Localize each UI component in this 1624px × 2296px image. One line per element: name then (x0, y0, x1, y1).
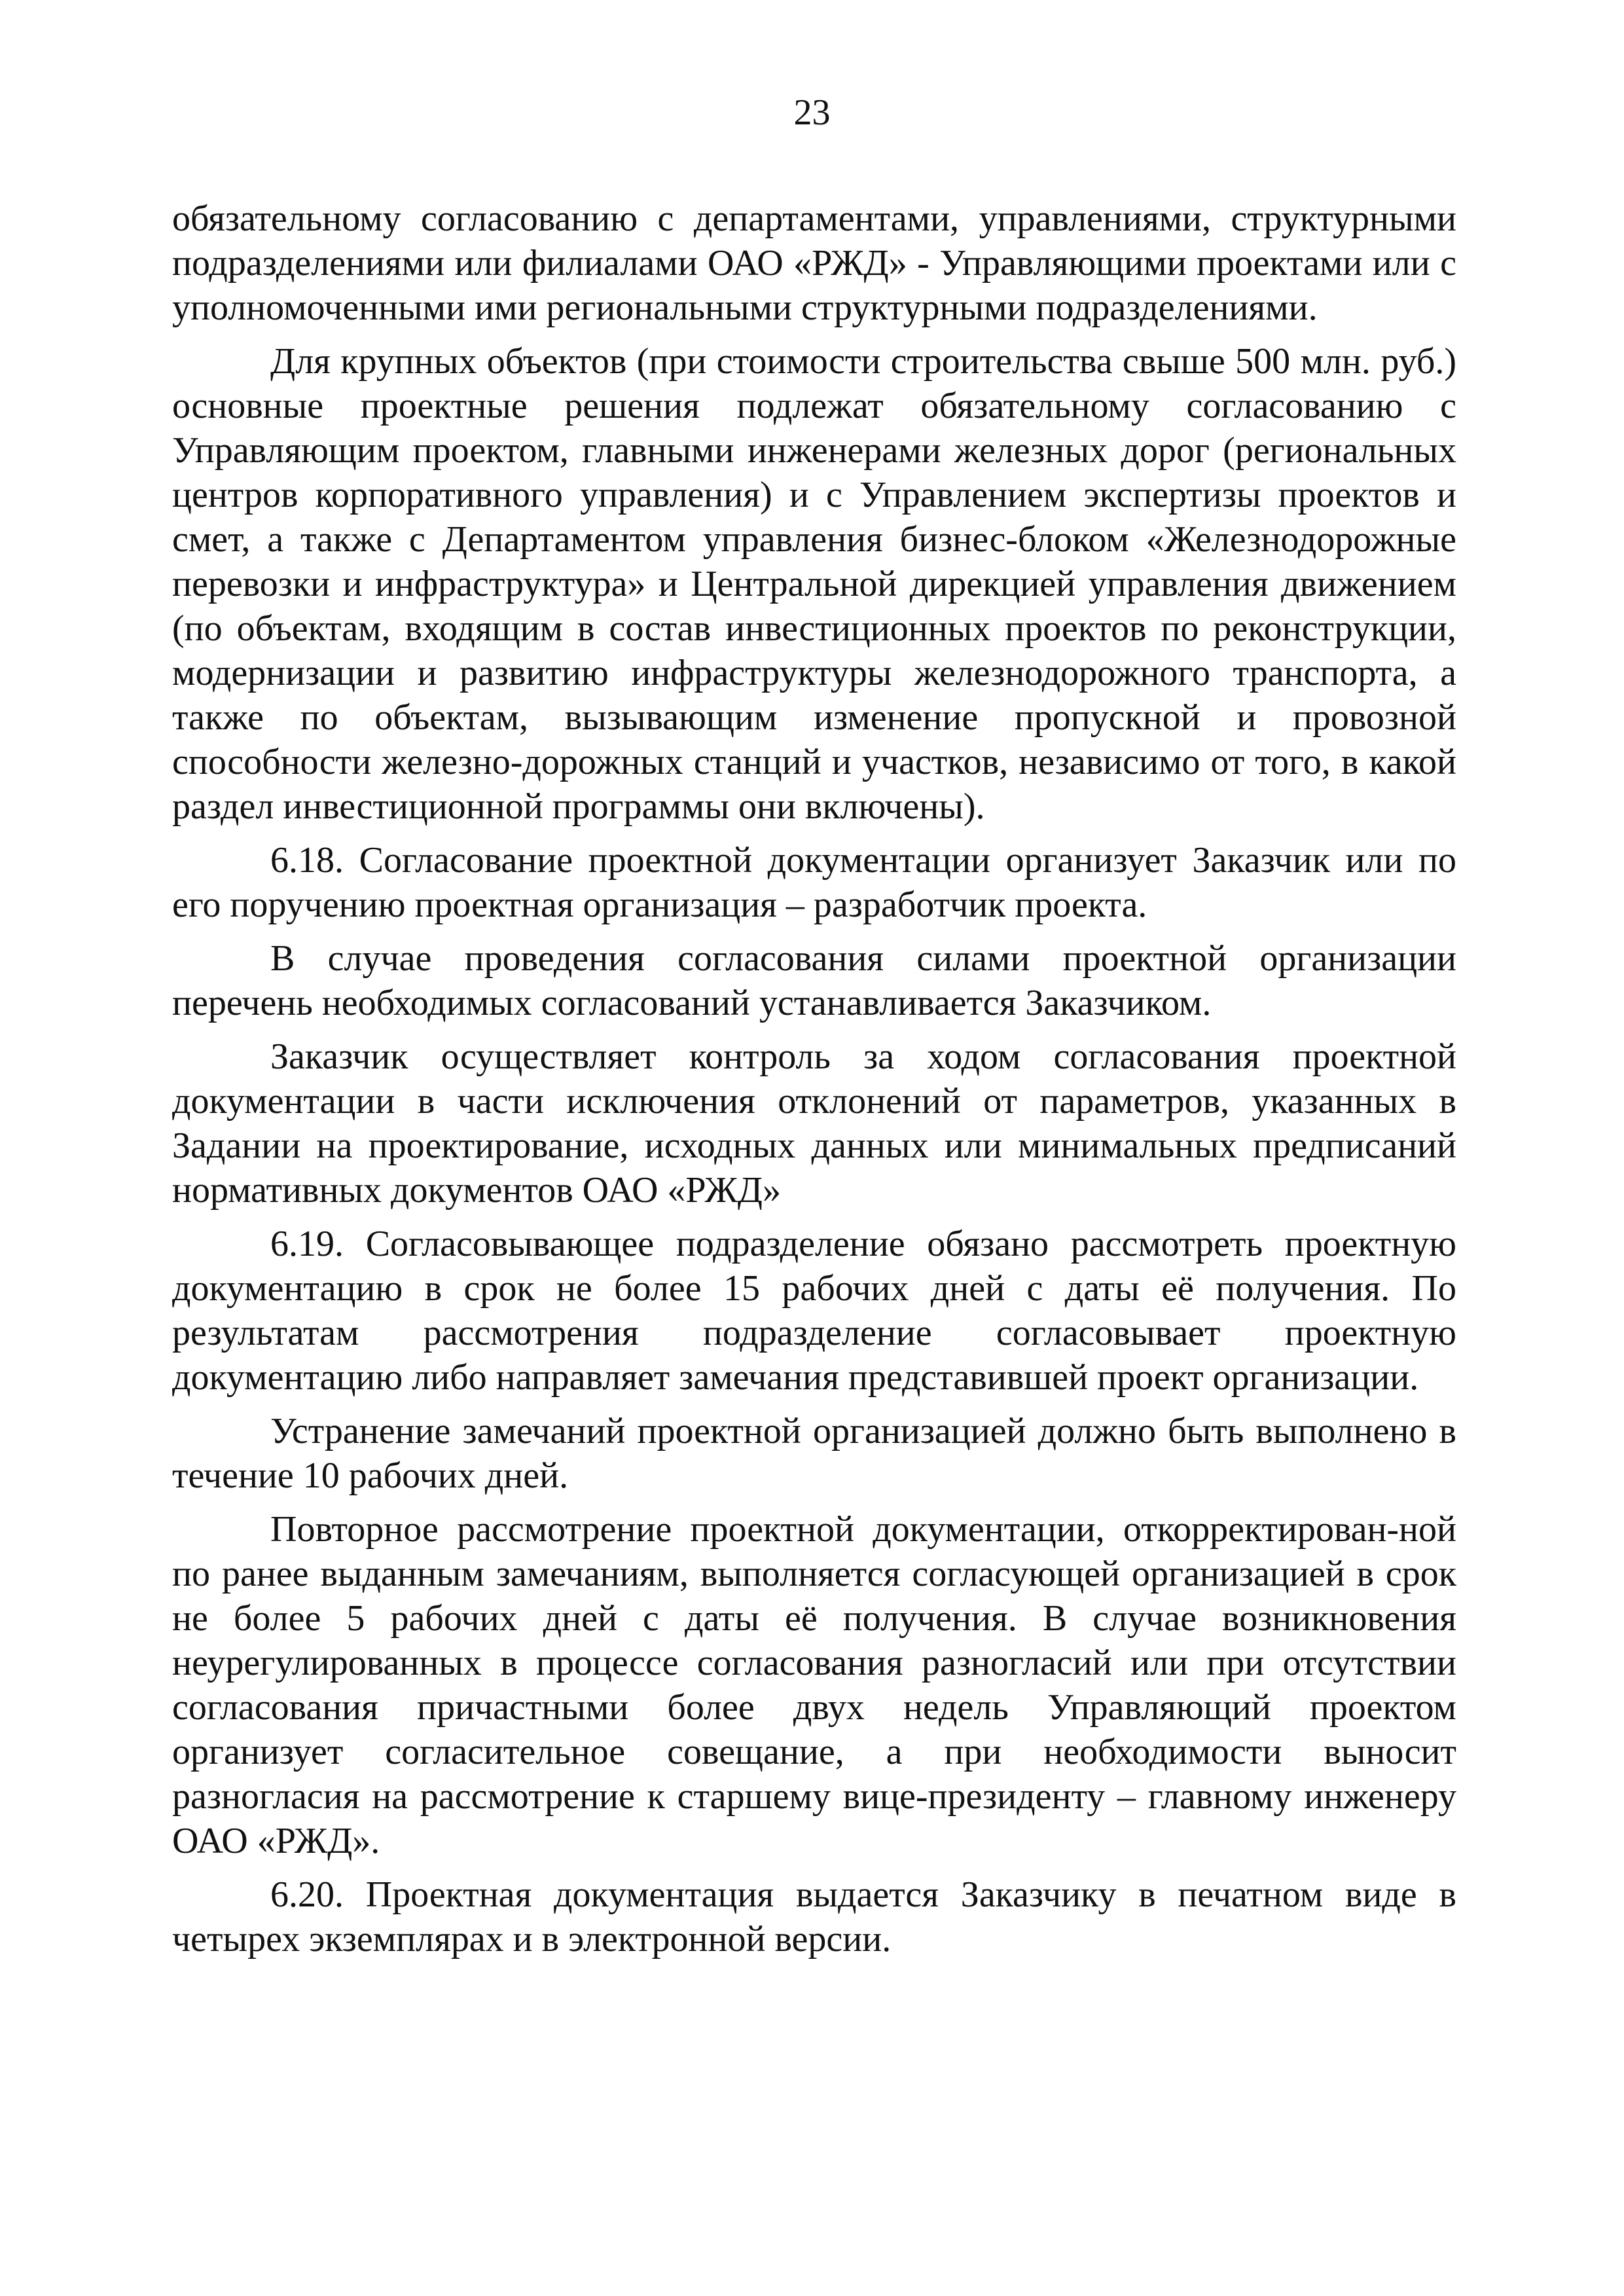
paragraph-approval-list: В случае проведения согласования силами проектной организации перечень необходимых согласований устанавливается Заказчиком. (172, 938, 1456, 1023)
paragraph-6-20: 6.20. Проектная документация выдается Заказчику в печатном виде в четырех экземплярах и в электронной версии. (172, 1874, 1456, 1959)
page-number: 23 (793, 92, 831, 133)
paragraph-6-18: 6.18. Согласование проектной документации организует Заказчик или по его поручению проектная организация – разработчик проекта. (172, 840, 1456, 925)
paragraph-large-objects: Для крупных объектов (при стоимости строительства свыше 500 млн. руб.) основные проектные решения подлежат обязательному согласованию с Управляющим проектом, главными инженерами железных дорог (региональных центров корпоративного управления) и с Управлением экспертизы проектов и смет, а также с Департаментом управления бизнес-блоком «Железнодорожные перевозки и инфраструктура» и Центральной дирекцией управления движением (по объектам, входящим в состав инвестиционных проектов по реконструкции, модернизации и развитию инфраструктуры железнодорожного транспорта, а также по объектам, вызывающим изменение пропускной и провозной способности железно-дорожных станций и участков, независимо от того, в какой раздел инвестиционной программы они включены). (172, 341, 1456, 827)
paragraph-customer-control: Заказчик осуществляет контроль за ходом согласования проектной документации в части исключения отклонений от параметров, указанных в Задании на проектирование, исходных данных или минимальных предписаний нормативных документов ОАО «РЖД» (172, 1036, 1456, 1211)
paragraph-remarks-elimination: Устранение замечаний проектной организацией должно быть выполнено в течение 10 рабочих дней. (172, 1411, 1456, 1496)
paragraph-6-19: 6.19. Согласовывающее подразделение обязано рассмотреть проектную документацию в срок не более 15 рабочих дней с даты её получения. По результатам рассмотрения подразделение согласовывает проектную документацию либо направляет замечания представившей проект организации. (172, 1224, 1456, 1398)
paragraph-continuation: обязательному согласованию с департаментами, управлениями, структурными подразделениями или филиалами ОАО «РЖД» - Управляющими проектами или с уполномоченными ими региональными структурными подразделениями. (172, 198, 1456, 328)
paragraph-repeat-review: Повторное рассмотрение проектной документации, откорректирован-ной по ранее выданным замечаниям, выполняется согласующей организацией в срок не более 5 рабочих дней с даты её получения. В случае возникновения неурегулированных в процессе согласования разногласий или при отсутствии согласования причастными более двух недель Управляющий проектом организует согласительное совещание, а при необходимости выносит разногласия на рассмотрение к старшему вице-президенту – главному инженеру ОАО «РЖД». (172, 1509, 1456, 1861)
document-body (172, 196, 1456, 1971)
